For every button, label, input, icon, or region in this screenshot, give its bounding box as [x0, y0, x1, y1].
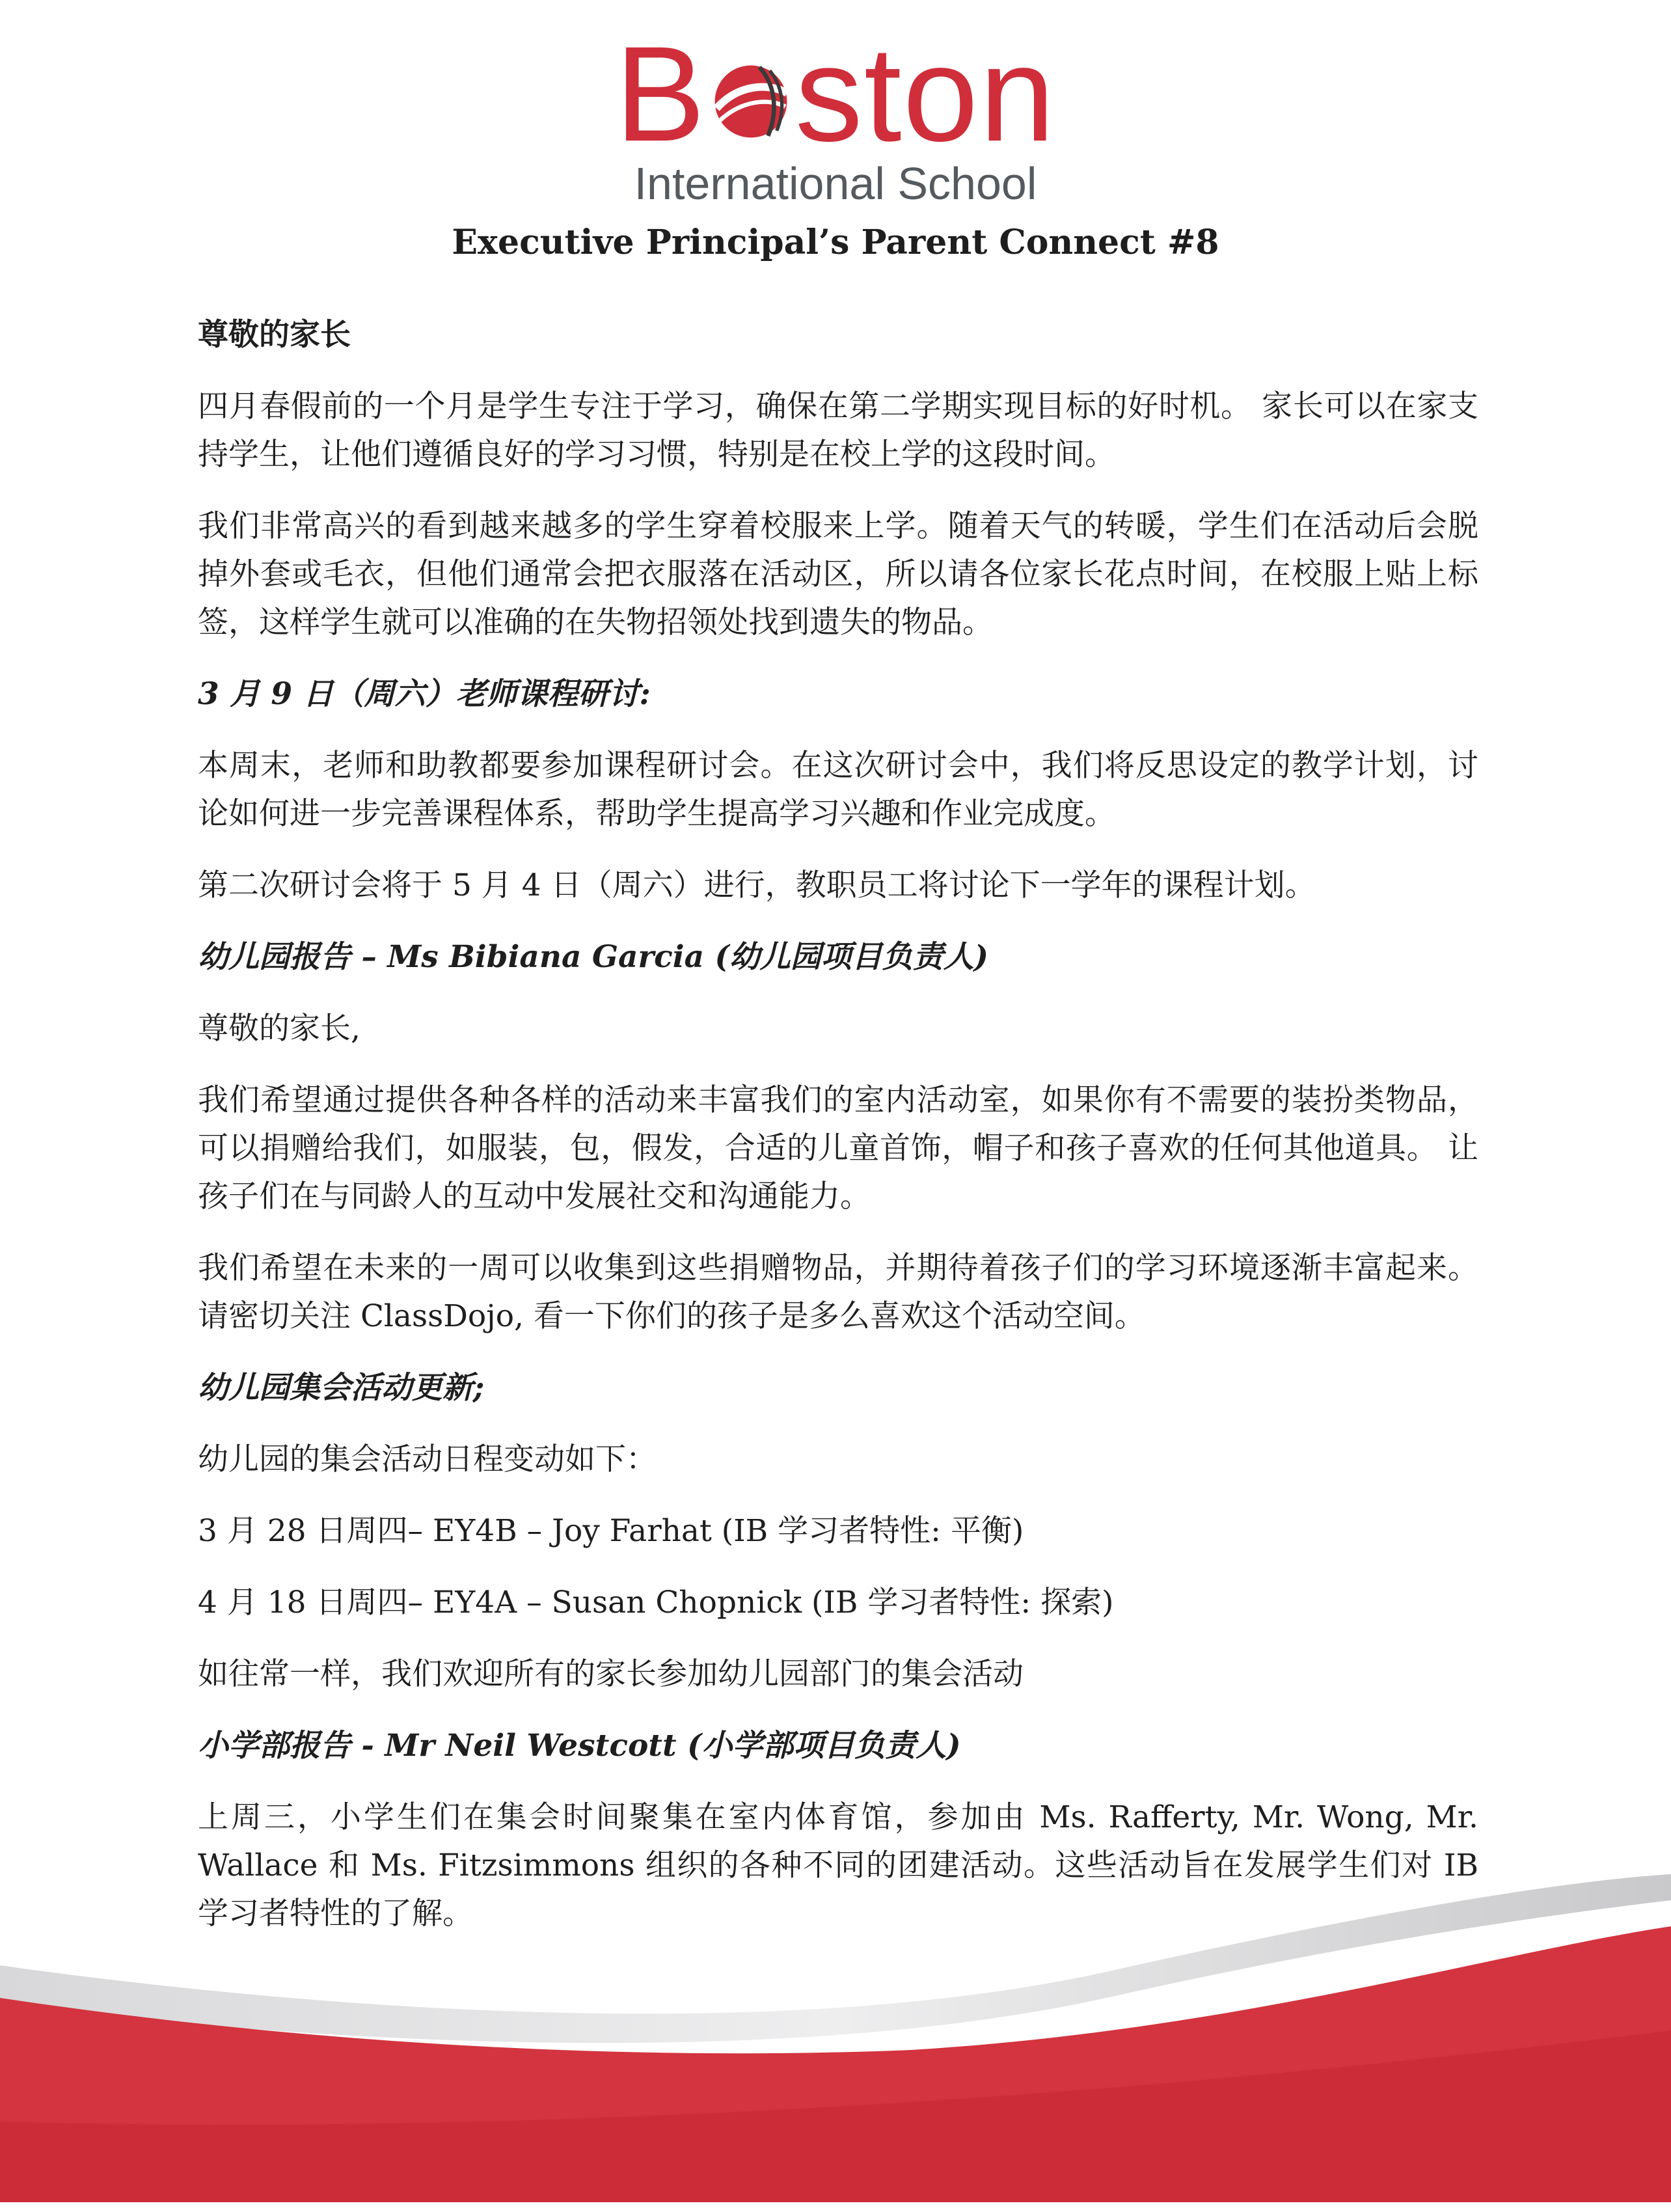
paragraph: 我们希望在未来的一周可以收集到这些捐赠物品，并期待着孩子们的学习环境逐渐丰富起来。请密切关注 ClassDojo, 看一下你们的孩子是多么喜欢这个活动空间。: [198, 1250, 1478, 1334]
paragraph: 第二次研讨会将于 5 月 4 日（周六）进行，教职员工将讨论下一学年的课程计划。: [198, 867, 1316, 903]
letter-body: [198, 311, 1478, 1961]
school-logo: [0, 19, 1671, 210]
assembly-schedule-item: 3 月 28 日周四– EY4B – Joy Farhat (IB 学习者特性: 平衡): [198, 1513, 1024, 1549]
assembly-schedule-item: 4 月 18 日周四– EY4A – Susan Chopnick (IB 学习者特性: 探索): [198, 1585, 1114, 1620]
paragraph: 四月春假前的一个月是学生专注于学习，确保在第二学期实现目标的好时机。 家长可以在家支持学生，让他们遵循良好的学习习惯，特别是在校上学的这段时间。: [198, 389, 1478, 472]
paragraph: 我们非常高兴的看到越来越多的学生穿着校服来上学。随着天气的转暖，学生们在活动后会脱掉外套或毛衣，但他们通常会把衣服落在活动区，所以请各位家长花点时间，在校服上贴上标签，这样学生就可以准确的在失物招领处找到遗失的物品。: [198, 508, 1478, 640]
section-heading-assembly-update: 幼儿园集会活动更新;: [198, 1370, 485, 1406]
section-heading-kindergarten-report: 幼儿园报告 – Ms Bibiana Garcia (幼儿园项目负责人): [198, 939, 988, 975]
section-heading-primary-report: 小学部报告 - Mr Neil Westcott (小学部项目负责人): [198, 1728, 961, 1764]
paragraph: 上周三，小学生们在集会时间聚集在室内体育馆，参加由 Ms. Rafferty, Mr. Wong, Mr. Wallace 和 Ms. Fitzsimmons 组织的各种不同的团建活动。这些活动旨在发展学生们对 IB 学习者特性的了解。: [198, 1799, 1478, 1932]
footer-wave-decoration: [0, 1874, 1671, 2212]
paragraph: 如往常一样，我们欢迎所有的家长参加幼儿园部门的集会活动: [198, 1656, 1024, 1692]
logo-wordmark: [615, 19, 1056, 170]
logo-subtitle: International School: [634, 158, 1037, 209]
paragraph: 幼儿园的集会活动日程变动如下：: [198, 1441, 657, 1477]
greeting-heading: 尊敬的家长: [198, 317, 351, 353]
section-heading-workshop: 3 月 9 日（周六）老师课程研讨:: [198, 676, 651, 712]
paragraph: 我们希望通过提供各种各样的活动来丰富我们的室内活动室，如果你有不需要的装扮类物品，可以捐赠给我们，如服装，包，假发，合适的儿童首饰，帽子和孩子喜欢的任何其他道具。 让孩子们在与同龄人的互动中发展社交和沟通能力。: [198, 1082, 1478, 1214]
page-title: Executive Principal’s Parent Connect #8: [452, 223, 1219, 262]
paragraph: 尊敬的家长,: [198, 1011, 360, 1046]
paragraph: 本周末，老师和助教都要参加课程研讨会。在这次研讨会中，我们将反思设定的教学计划，讨论如何进一步完善课程体系，帮助学生提高学习兴趣和作业完成度。: [198, 748, 1478, 832]
globe-ball-icon: [708, 59, 794, 144]
logo-letters-ston: ston: [795, 19, 1056, 170]
logo-letter-b: B: [615, 19, 707, 170]
